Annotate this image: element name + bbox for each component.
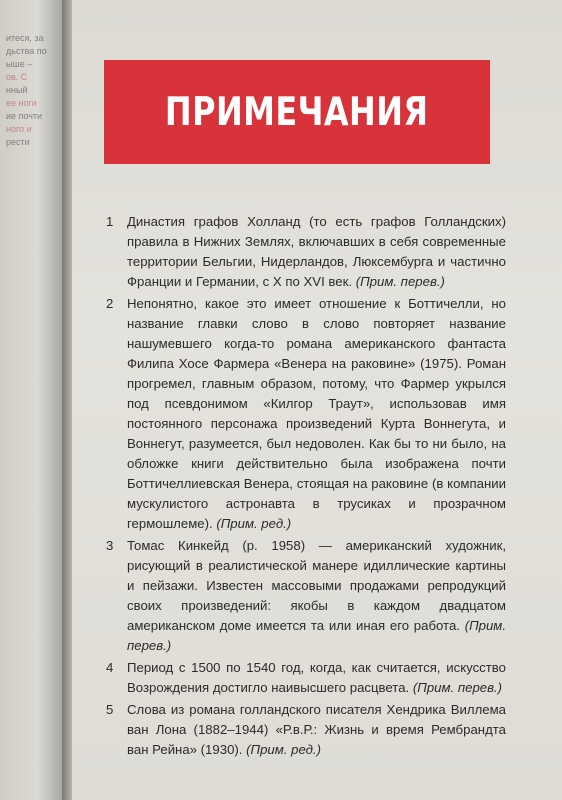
left-page-text-fragment: ного и: [6, 124, 32, 134]
note-source: (Прим. перев.): [355, 274, 445, 289]
left-page-text-fragment: ов. С: [6, 72, 28, 82]
note-body: Династия графов Холланд (то есть графов Голландских) правила в Нижних Землях, включавших в себя современные территории Бельгии, Нидерландов, Люксембурга и частично Франции и Германии, с X по XVI век.: [127, 214, 506, 289]
note-body: Непонятно, какое это имеет отношение к Боттичелли, но название главки слово в слово повторяет название нашумевшего когда-то романа американского фантаста Филипа Хосе Фармера «Венера на раковине» (1975). Роман прогремел, главным образом, потому, что Фармер укрылся под псевдонимом «Килгор Траут», использовав имя постоянного персонажа произведений Курта Воннегута, и Воннегут, разумеется, был недоволен. Как бы то ни было, на обложке книги действительно была изображена почти Боттичеллиевская Венера, стоящая на раковине (в компании мускулистого астронавта в трусиках и прозрачном гермошлеме).: [127, 296, 506, 531]
note-item: [106, 212, 506, 292]
left-page-text-fragment: итеся, за: [6, 33, 44, 43]
note-text: [127, 212, 506, 292]
note-body: Слова из романа голландского писателя Хендрика Виллема ван Лона (1882–1944) «Р.в.Р.: Жизнь и время Рембрандта ван Рейна» (1930).: [127, 702, 506, 757]
note-body: Томас Кинкейд (р. 1958) — американский художник, рисующий в реалистической манере идиллические картины и пейзажи. Известен массовыми продажами репродукций своих произведений: якобы в каждом двадцатом американском доме имеется та или иная его работа.: [127, 538, 506, 633]
note-source: (Прим. ред.): [216, 516, 292, 531]
note-number: 2: [106, 296, 114, 311]
left-page-edge: [0, 0, 62, 800]
left-page-text-fragment: рести: [6, 137, 30, 147]
note-item: [106, 294, 506, 534]
left-page-text-fragment: ие почти: [6, 111, 43, 121]
note-text: [127, 536, 506, 656]
book-page: [72, 0, 562, 800]
left-page-text-fragment: нный: [6, 85, 28, 95]
note-body: Период с 1500 по 1540 год, когда, как считается, искусство Возрождения достигло наивысшего расцвета.: [127, 660, 506, 695]
note-number: 1: [106, 214, 114, 229]
note-source: (Прим. перев.): [412, 680, 503, 695]
note-number: 4: [106, 660, 114, 675]
note-number: 3: [106, 538, 114, 553]
notes-list: [106, 212, 506, 762]
left-page-text-fragment: дьства по: [6, 46, 47, 56]
note-source: (Прим. перев.): [127, 618, 507, 653]
note-source: (Прим. ред.): [246, 742, 321, 757]
note-text: [127, 294, 506, 534]
note-text: [127, 700, 506, 760]
left-page-text-fragment: ее ноги: [6, 98, 37, 108]
book-gutter: [62, 0, 72, 800]
note-text: [127, 658, 506, 698]
title-banner: [104, 60, 490, 164]
page-title: ПРИМЕЧАНИЯ: [165, 89, 429, 135]
note-item: [106, 658, 506, 698]
note-item: [106, 536, 506, 656]
left-page-text-fragment: ыше –: [6, 59, 33, 69]
note-item: [106, 700, 506, 760]
note-number: 5: [106, 702, 114, 717]
